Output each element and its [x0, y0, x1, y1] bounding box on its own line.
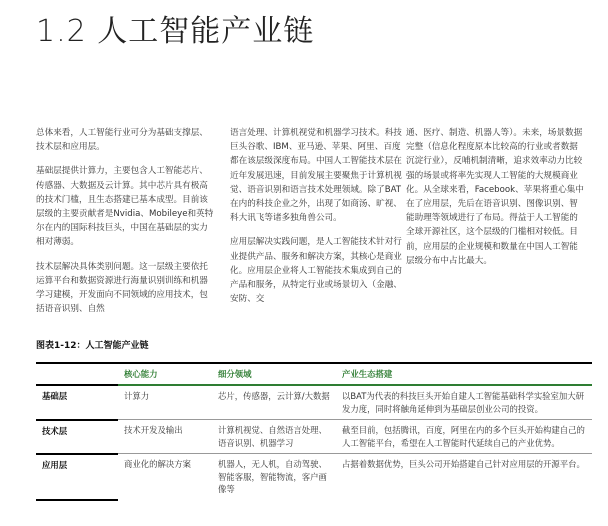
paragraph: 基础层提供计算力，主要包含人工智能芯片、传感器、大数据及云计算。其中芯片具有极高的技术门槛，且生态搭建已基本成型。目前该层级的主要贡献者是Nvidia、Mobileye和英特尔在内的国际科技巨头，中国在基础层的实力相对薄弱。 [36, 166, 214, 248]
section-title: 1.2 人工智能产业链 [36, 14, 315, 49]
table-row [36, 420, 592, 454]
paragraph: 总体来看，人工智能行业可分为基础支撑层、技术层和应用层。 [36, 128, 208, 153]
layer-cell: 基础层 [36, 385, 118, 420]
text-column-3 [406, 126, 584, 278]
ability-cell: 技术开发及输出 [118, 420, 212, 454]
table-header: 细分领域 [212, 363, 336, 385]
text-column-1 [36, 126, 214, 326]
ecosystem-cell: 截至目前，包括腾讯，百度，阿里在内的多个巨头开始构建自己的人工智能平台，希望在人工智能时代延续自己的产业优势。 [336, 420, 592, 454]
ability-cell: 商业化的解决方案 [124, 459, 191, 469]
table-header-row [36, 363, 592, 385]
layer-cell: 技术层 [36, 420, 118, 454]
table-row [36, 385, 592, 420]
ecosystem-cell: 以BAT为代表的科技巨头开始自建人工智能基础科学实验室加大研发力度，同时将触角延伸到为基础层创业公司的投资。 [336, 385, 592, 420]
paragraph: 语言处理、计算机视觉和机器学习技术。科技巨头谷歌、IBM、亚马逊、苹果、阿里、百度都在该层级深度布局。中国人工智能技术层在近年发展迅速，目前发展主要聚焦于计算机视觉、语音识别和语言技术处理领域。除了BAT在内的科技企业之外，出现了如商汤、旷视、科大讯飞等诸多独角兽公司。 [230, 128, 402, 224]
text-column-2 [230, 126, 408, 316]
ecosystem-cell: 占据着数据优势，巨头公司开始搭建自己针对应用层的开源平台。 [342, 459, 585, 469]
ability-cell: 计算力 [118, 385, 212, 420]
table-header: 核心能力 [118, 363, 212, 385]
table-header: 产业生态搭建 [336, 363, 592, 385]
paragraph: 应用层解决实践问题，是人工智能技术针对行业提供产品、服务和解决方案，其核心是商业化。应用层企业将人工智能技术集成到自己的产品和服务，从特定行业或场景切入（金融、安防、交 [230, 237, 402, 305]
figure-label: 图表1-12：人工智能产业链 [36, 341, 149, 351]
domain-cell: 计算机视觉、自然语言处理、语音识别、机器学习 [212, 420, 336, 454]
paragraph: 技术层解决具体类别问题。这一层级主要依托运算平台和数据资源进行海量识别训练和机器学习建模，开发面向不同领域的应用技术，包括语音识别、自然 [36, 261, 208, 315]
body-text [36, 126, 596, 326]
table-header [36, 363, 118, 385]
layer-cell: 应用层 [36, 454, 118, 500]
domain-cell: 芯片，传感器，云计算/大数据 [212, 385, 336, 420]
table-row [36, 454, 592, 500]
industry-chain-table [36, 362, 592, 501]
domain-cell: 机器人，无人机，自动驾驶、智能客服，智能物流，客户画像等 [218, 459, 327, 494]
paragraph: 通、医疗、制造、机器人等）。未来，场景数据完整（信息化程度原本比较高的行业或者数据沉淀行业），反哺机制清晰，追求效率动力比较强的场景或将率先实现人工智能的大规模商业化。从全球来看，Facebook、苹果将重心集中在了应用层，先后在语音识别、图像识别、智能助理等领域进行了布局。得益于人工智能的全球开源社区，这个层级的门槛相对较低。目前，应用层的企业规模和数量在中国人工智能层级分布中占比最大。 [406, 128, 584, 266]
